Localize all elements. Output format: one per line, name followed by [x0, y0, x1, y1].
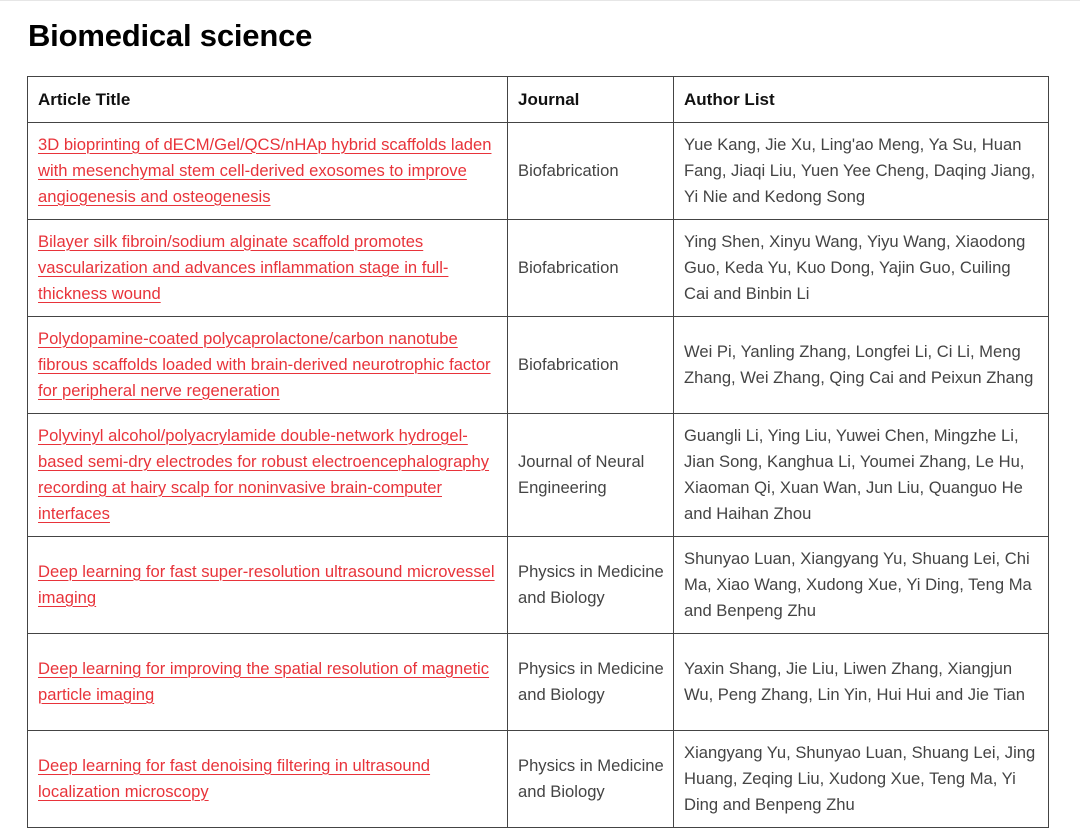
author-list-cell: Yaxin Shang, Jie Liu, Liwen Zhang, Xiangjun Wu, Peng Zhang, Lin Yin, Hui Hui and Jie Tian [674, 634, 1049, 731]
table-header-row [28, 77, 1049, 123]
article-title-cell [28, 123, 508, 220]
table-row [28, 414, 1049, 537]
author-list-cell: Guangli Li, Ying Liu, Yuwei Chen, Mingzhe Li, Jian Song, Kanghua Li, Youmei Zhang, Le Hu, Xiaoman Qi, Xuan Wan, Jun Liu, Quanguo He and Haihan Zhou [674, 414, 1049, 537]
top-divider [0, 0, 1080, 1]
article-title-cell [28, 537, 508, 634]
table-row [28, 123, 1049, 220]
author-list-cell: Xiangyang Yu, Shunyao Luan, Shuang Lei, Jing Huang, Zeqing Liu, Xudong Xue, Teng Ma, Yi Ding and Benpeng Zhu [674, 731, 1049, 828]
article-title-cell [28, 731, 508, 828]
article-title-link[interactable]: Bilayer silk fibroin/sodium alginate scaffold promotes vascularization and advances inflammation stage in full-thickness wound [38, 231, 449, 303]
header-article-title: Article Title [28, 77, 508, 123]
author-list-cell: Ying Shen, Xinyu Wang, Yiyu Wang, Xiaodong Guo, Keda Yu, Kuo Dong, Yajin Guo, Cuiling Cai and Binbin Li [674, 220, 1049, 317]
article-title-cell [28, 317, 508, 414]
header-author-list: Author List [674, 77, 1049, 123]
article-title-link[interactable]: Deep learning for fast super-resolution ultrasound microvessel imaging [38, 561, 495, 607]
article-title-link[interactable]: Polyvinyl alcohol/polyacrylamide double-network hydrogel-based semi-dry electrodes for robust electroencephalography recording at hairy scalp for noninvasive brain-computer interfaces [38, 425, 490, 523]
article-title-link[interactable]: Deep learning for fast denoising filtering in ultrasound localization microscopy [38, 755, 431, 801]
journal-cell: Physics in Medicine and Biology [508, 731, 674, 828]
article-title-cell [28, 414, 508, 537]
journal-cell: Biofabrication [508, 123, 674, 220]
journal-cell: Physics in Medicine and Biology [508, 537, 674, 634]
article-title-cell [28, 634, 508, 731]
journal-cell: Journal of Neural Engineering [508, 414, 674, 537]
author-list-cell: Wei Pi, Yanling Zhang, Longfei Li, Ci Li, Meng Zhang, Wei Zhang, Qing Cai and Peixun Zhang [674, 317, 1049, 414]
article-title-link[interactable]: 3D bioprinting of dECM/Gel/QCS/nHAp hybrid scaffolds laden with mesenchymal stem cell-derived exosomes to improve angiogenesis and osteogenesis [38, 134, 492, 206]
article-title-link[interactable]: Deep learning for improving the spatial resolution of magnetic particle imaging [38, 658, 490, 704]
author-list-cell: Yue Kang, Jie Xu, Ling'ao Meng, Ya Su, Huan Fang, Jiaqi Liu, Yuen Yee Cheng, Daqing Jiang, Yi Nie and Kedong Song [674, 123, 1049, 220]
article-title-link[interactable]: Polydopamine-coated polycaprolactone/carbon nanotube fibrous scaffolds loaded with brain-derived neurotrophic factor for peripheral nerve regeneration [38, 328, 491, 400]
articles-table [27, 76, 1049, 828]
article-title-cell [28, 220, 508, 317]
table-row [28, 537, 1049, 634]
header-journal: Journal [508, 77, 674, 123]
table-row [28, 634, 1049, 731]
table-row [28, 731, 1049, 828]
page-title: Biomedical science [28, 18, 313, 53]
table-row [28, 317, 1049, 414]
table-row [28, 220, 1049, 317]
journal-cell: Biofabrication [508, 220, 674, 317]
author-list-cell: Shunyao Luan, Xiangyang Yu, Shuang Lei, Chi Ma, Xiao Wang, Xudong Xue, Yi Ding, Teng Ma and Benpeng Zhu [674, 537, 1049, 634]
journal-cell: Physics in Medicine and Biology [508, 634, 674, 731]
journal-cell: Biofabrication [508, 317, 674, 414]
